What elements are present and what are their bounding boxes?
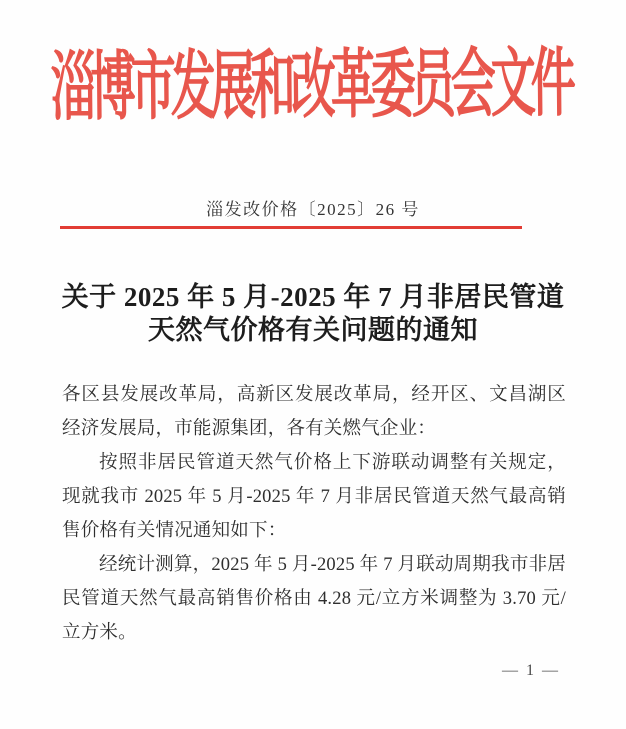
document-title <box>0 281 626 347</box>
agency-letterhead-title: 淄博市发展和改革委员会文件 <box>50 41 572 130</box>
page-number: — 1 — <box>502 662 560 679</box>
document-body <box>62 378 566 650</box>
body-paragraph: 经统计测算，2025 年 5 月-2025 年 7 月联动周期我市非居民管道天然气最高销售价格由 4.28 元/立方米调整为 3.70 元/立方米。 <box>62 555 566 643</box>
salutation-paragraph: 各区县发展改革局，高新区发展改革局，经开区、文昌湖区经济发展局，市能源集团，各有关燃气企业： <box>62 385 566 439</box>
document-title-line-1: 关于 2025 年 5 月-2025 年 7 月非居民管道 <box>61 282 565 312</box>
document-title-line-2: 天然气价格有关问题的通知 <box>148 315 478 345</box>
red-divider-line <box>60 226 522 229</box>
red-letterhead <box>0 21 626 130</box>
document-reference-number: 淄发改价格〔2025〕26 号 <box>206 200 420 219</box>
body-paragraph: 按照非居民管道天然气价格上下游联动调整有关规定，现就我市 2025 年 5 月-2025 年 7 月非居民管道天然气最高销售价格有关情况通知如下： <box>62 453 566 541</box>
